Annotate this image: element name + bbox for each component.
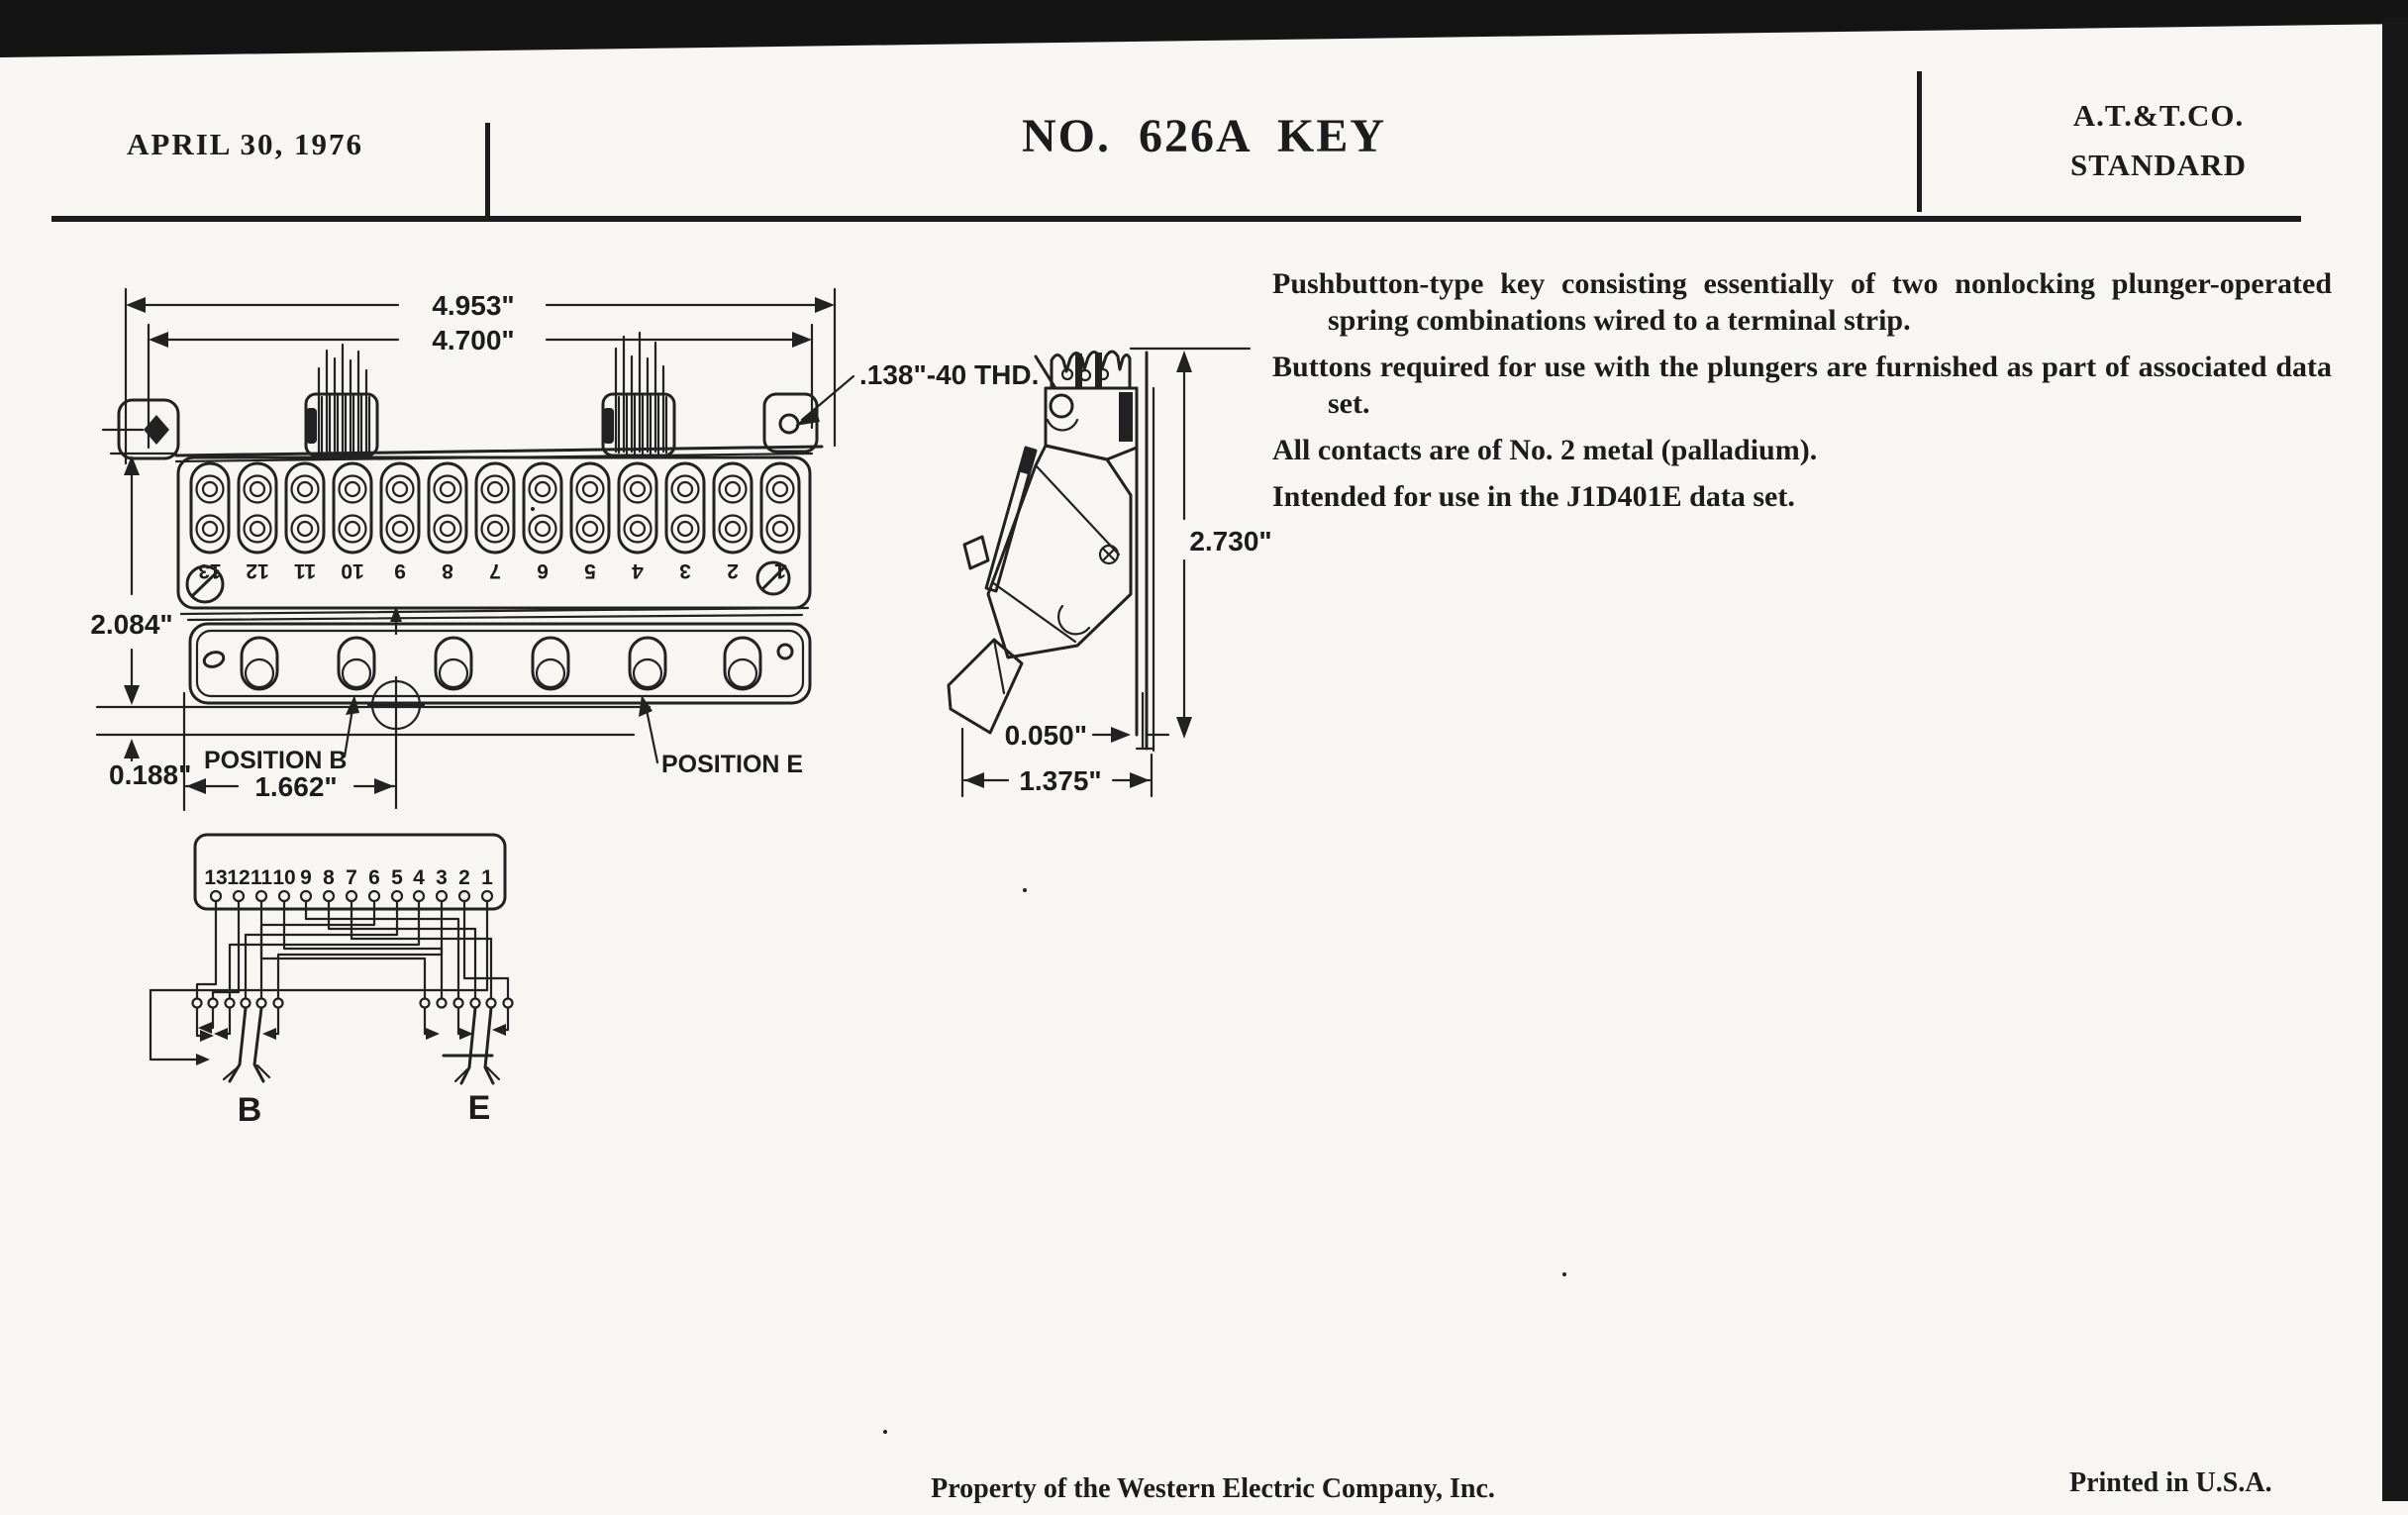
wiring-terminal-circles <box>211 891 492 901</box>
terminal-screw <box>583 482 597 496</box>
property-notice: Property of the Western Electric Company, Inc. <box>931 1473 1495 1504</box>
wiring-terminal-number: 13 <box>204 866 228 889</box>
terminal-screw <box>767 476 794 503</box>
terminal-screw <box>488 482 502 496</box>
standard-org: A.T.&T.CO. <box>2072 98 2245 133</box>
terminal-screw <box>488 522 502 536</box>
terminal-number: 1 <box>774 559 786 582</box>
terminal-screw <box>577 476 604 503</box>
terminal-number: 11 <box>293 559 317 582</box>
contact-circle <box>471 999 480 1008</box>
contact-circle <box>421 999 430 1008</box>
terminal-screw <box>625 516 652 543</box>
terminal-number: 4 <box>632 559 644 582</box>
printed-in-usa: Printed in U.S.A. <box>2069 1467 2272 1498</box>
contact-circle <box>438 999 447 1008</box>
terminal-screw <box>530 516 556 543</box>
terminal-screw <box>583 522 597 536</box>
dim-side-gap: 0.050" <box>1004 720 1087 751</box>
wiring-terminal-number: 12 <box>227 866 251 889</box>
contact-circle <box>504 999 513 1008</box>
terminal-screw <box>530 476 556 503</box>
terminal-screw <box>678 522 692 536</box>
terminal-row <box>191 463 799 553</box>
wiring-terminal-circle <box>279 891 289 901</box>
wiring-terminal-circle <box>256 891 266 901</box>
contact-circle <box>454 999 463 1008</box>
terminal-screw <box>251 482 264 496</box>
standard-word: STANDARD <box>2070 148 2247 182</box>
terminal-screw <box>346 522 359 536</box>
terminal-screw <box>292 476 319 503</box>
terminal-screw <box>393 522 407 536</box>
terminal-screw <box>536 522 550 536</box>
terminal-screw <box>340 516 366 543</box>
terminal-screw <box>536 482 550 496</box>
terminal-screw <box>482 476 509 503</box>
wiring-terminal-circle <box>324 891 334 901</box>
wiring-terminal-number: 1 <box>481 866 493 889</box>
wiring-terminal-number: 8 <box>323 866 335 889</box>
terminal-screw <box>197 476 224 503</box>
contact-circle <box>226 999 235 1008</box>
wiring-terminal-circle <box>459 891 469 901</box>
wiring-terminal-number: 4 <box>413 866 425 889</box>
terminal-screw <box>387 516 414 543</box>
wire-bundle <box>306 345 377 455</box>
terminal-screw <box>292 516 319 543</box>
plunger-holes <box>242 638 760 689</box>
page-title: NO. 626A KEY <box>1021 110 1387 162</box>
terminal-number: 3 <box>679 559 691 582</box>
terminal-number: 10 <box>341 559 364 582</box>
terminal-screw <box>672 516 699 543</box>
dim-width-outer: 4.953" <box>432 290 515 321</box>
terminal-screw <box>197 516 224 543</box>
terminal-screw <box>441 482 454 496</box>
terminal-screw <box>298 482 312 496</box>
wiring-terminal-number: 11 <box>250 866 273 889</box>
wiring-terminal-circle <box>234 891 244 901</box>
label-position-b: POSITION B <box>204 747 348 774</box>
document-date: APRIL 30, 1976 <box>127 127 363 161</box>
terminal-numbers <box>198 559 786 582</box>
description-paragraph: Pushbutton-type key consisting essentially of two nonlocking plunger-operated spring combinations wired to a terminal strip. <box>1272 267 2332 337</box>
wiring-terminal-circle <box>437 891 447 901</box>
terminal-number: 5 <box>584 559 596 582</box>
wiring-terminal-circle <box>347 891 356 901</box>
thread-note: .138"-40 THD. <box>859 359 1040 390</box>
terminal-screw <box>441 522 454 536</box>
terminal-screw <box>203 522 217 536</box>
terminal-screw <box>251 522 264 536</box>
terminal-number: 9 <box>394 559 406 582</box>
terminal-screw <box>577 516 604 543</box>
terminal-screw <box>203 482 217 496</box>
terminal-screw <box>245 516 271 543</box>
dim-width-inner: 4.700" <box>432 325 515 355</box>
terminal-screw <box>773 522 787 536</box>
terminal-screw <box>720 516 747 543</box>
wiring-wires <box>150 901 508 998</box>
contact-circle <box>209 999 218 1008</box>
terminal-number: 7 <box>489 559 501 582</box>
wiring-contacts <box>193 999 513 1008</box>
dim-side-height: 2.730" <box>1189 526 1272 556</box>
dim-side-depth: 1.375" <box>1019 765 1102 796</box>
label-position-e: POSITION E <box>661 751 804 778</box>
terminal-screw <box>678 482 692 496</box>
wiring-terminal-number: 6 <box>368 866 380 889</box>
terminal-screw <box>773 482 787 496</box>
wiring-terminal-numbers <box>204 866 493 889</box>
terminal-number: 8 <box>442 559 453 582</box>
terminal-screw <box>672 476 699 503</box>
wiring-terminal-circle <box>369 891 379 901</box>
terminal-screw <box>340 476 366 503</box>
wiring-terminal-number: 7 <box>346 866 357 889</box>
terminal-screw <box>631 482 645 496</box>
wiring-terminal-number: 10 <box>272 866 296 889</box>
terminal-screw <box>298 522 312 536</box>
terminal-screw <box>482 516 509 543</box>
plan-view <box>90 289 1039 810</box>
wiring-terminal-number: 3 <box>436 866 448 889</box>
contact-circle <box>242 999 251 1008</box>
contact-circle <box>487 999 496 1008</box>
wiring-terminal-circle <box>482 891 492 901</box>
terminal-screw <box>720 476 747 503</box>
wiring-terminal-circle <box>301 891 311 901</box>
wiring-terminal-circle <box>211 891 221 901</box>
scan-speck <box>1023 888 1027 892</box>
wire <box>197 901 216 998</box>
switch-label-b: B <box>237 1091 262 1129</box>
wiring-terminal-number: 2 <box>458 866 470 889</box>
contact-circle <box>193 999 202 1008</box>
dim-offset: 0.188" <box>109 759 192 790</box>
terminal-screw <box>726 522 740 536</box>
terminal-screw <box>435 476 461 503</box>
terminal-screw <box>387 476 414 503</box>
contact-circle <box>257 999 266 1008</box>
terminal-screw <box>767 516 794 543</box>
wire-bundle <box>603 333 674 455</box>
terminal-number: 2 <box>727 559 739 582</box>
switch-label-e: E <box>467 1089 491 1127</box>
terminal-screw <box>625 476 652 503</box>
wiring-terminal-circle <box>414 891 424 901</box>
wiring-terminal-number: 9 <box>300 866 312 889</box>
dim-spacing: 1.662" <box>254 771 338 802</box>
terminal-number: 6 <box>537 559 549 582</box>
description-paragraph: Buttons required for use with the plungers are furnished as part of associated data set. <box>1272 351 2332 420</box>
scan-speck <box>531 507 535 511</box>
wiring-terminal-number: 5 <box>391 866 403 889</box>
terminal-number: 13 <box>198 559 222 582</box>
scan-speck <box>883 1430 887 1434</box>
terminal-screw <box>346 482 359 496</box>
terminal-screw <box>631 522 645 536</box>
terminal-screw <box>245 476 271 503</box>
description-paragraph: Intended for use in the J1D401E data set. <box>1272 480 1795 513</box>
terminal-screw <box>726 482 740 496</box>
description-paragraph: All contacts are of No. 2 metal (palladium). <box>1272 434 1818 466</box>
dim-height: 2.084" <box>90 609 173 640</box>
scan-speck <box>1562 1272 1566 1276</box>
terminal-number: 12 <box>246 559 269 582</box>
wiring-diagram <box>150 835 513 1129</box>
side-view <box>949 349 1272 796</box>
wiring-terminal-circle <box>392 891 402 901</box>
terminal-screw <box>393 482 407 496</box>
contact-circle <box>274 999 283 1008</box>
terminal-screw <box>435 516 461 543</box>
